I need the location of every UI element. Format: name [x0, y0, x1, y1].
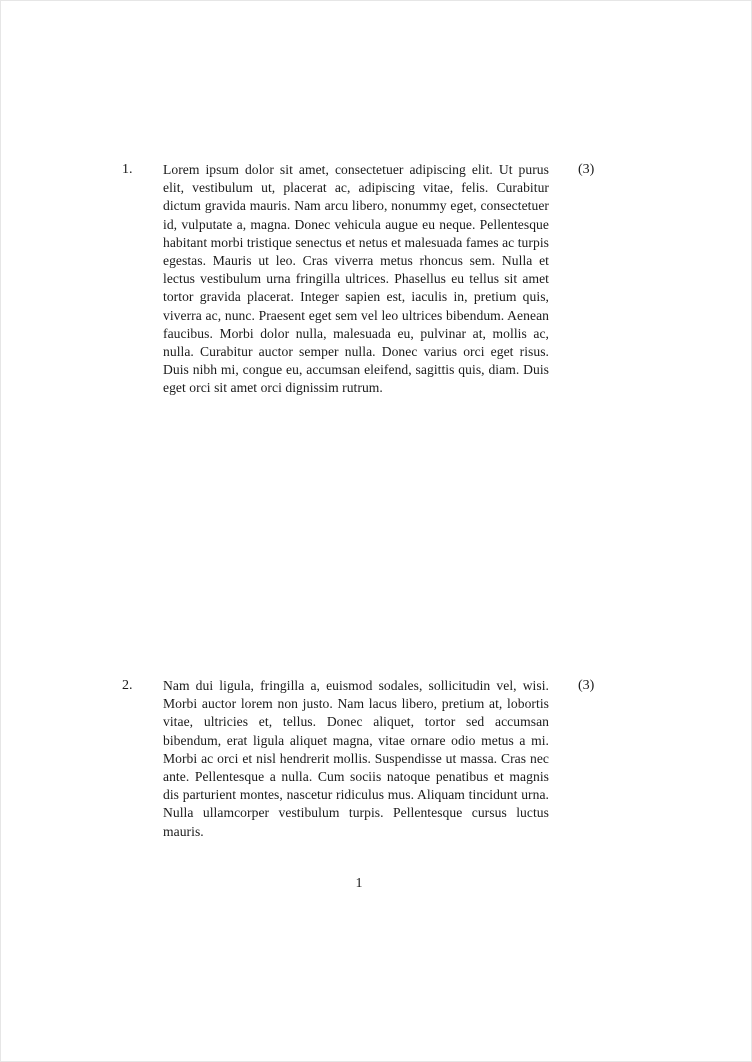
question-marks: (3)	[578, 162, 595, 177]
question-text: Nam dui ligula, fringilla a, euismod sodales, sollicitudin vel, wisi. Morbi auctor lorem non justo. Nam lacus libero, pretium at, lobortis vitae, ultricies et, tellus. Donec aliquet, tortor sed accumsan bibendum, erat ligula aliquet magna, vitae ornare odio metus a mi. Morbi ac orci et nisl hendrerit mollis. Suspendisse ut massa. Cras nec ante. Pellentesque a nulla. Cum sociis natoque penatibus et magnis dis parturient montes, nascetur ridiculus mus. Aliquam tincidunt urna. Nulla ullamcorper vestibulum turpis. Pellentesque cursus luctus mauris.	[163, 678, 549, 839]
question-marks: (3)	[578, 678, 595, 693]
question-text: Lorem ipsum dolor sit amet, consectetuer adipiscing elit. Ut purus elit, vestibulum ut, placerat ac, adipiscing vitae, felis. Curabitur dictum gravida mauris. Nam arcu libero, nonummy eget, consectetuer id, vulputate a, magna. Donec vehicula augue eu neque. Pellentesque habitant morbi tristique senectus et netus et malesuada fames ac turpis egestas. Mauris ut leo. Cras viverra metus rhoncus sem. Nulla et lectus vestibulum urna fringilla ultrices. Phasellus eu tellus sit amet tortor gravida placerat. Integer sapien est, iaculis in, pretium quis, viverra ac, nunc. Praesent eget sem vel leo ultrices bibendum. Aenean faucibus. Morbi dolor nulla, malesuada eu, pulvinar at, mollis ac, nulla. Curabitur auctor semper nulla. Donec varius orci eget risus. Duis nibh mi, congue eu, accumsan eleifend, sagittis quis, diam. Duis eget orci sit amet orci dignissim rutrum.	[163, 162, 549, 396]
page-number: 1	[355, 876, 363, 891]
question-number: 2.	[122, 678, 133, 693]
question-number: 1.	[122, 162, 133, 177]
